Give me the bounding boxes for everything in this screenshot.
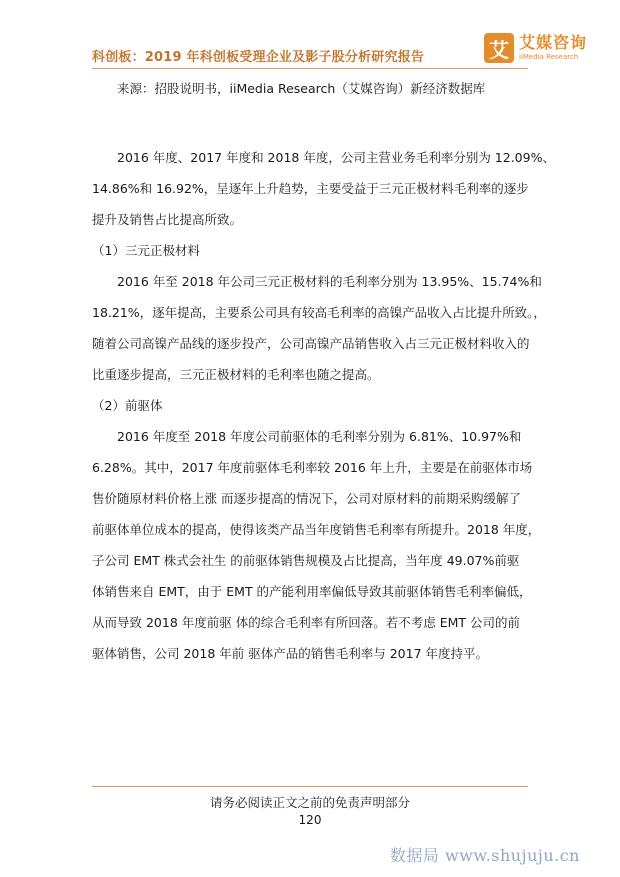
text-line: 驱体销售，公司 2018 年前 驱体产品的销售毛利率与 2017 年度持平。 (92, 646, 488, 661)
text-line: 提升及销售占比提高所致。 (92, 212, 243, 227)
site-watermark: 数据局 www.shujuju.cn (389, 846, 580, 865)
footer-divider (92, 786, 528, 787)
disclaimer-notice: 请务必阅读正文之前的免责声明部分 (209, 795, 410, 810)
source-line (92, 73, 540, 104)
text-line: 2016 年至 2018 年公司三元正极材料的毛利率分别为 13.95%、15.74%和 (117, 274, 542, 289)
text-line: 2016 年度、2017 年度和 2018 年度，公司主营业务毛利率分别为 12.09%、 (117, 150, 555, 165)
section-heading-cathode: （1）三元正极材料 (92, 243, 200, 258)
text-line: 子公司 EMT 株式会社生 的前驱体销售规模及占比提高，当年度 49.07%前驱 (92, 553, 520, 568)
logo-name-cn: 艾媒咨询 (519, 33, 588, 52)
source-text: 来源：招股说明书，iiMedia Research（艾媒咨询）新经济数据库 (117, 81, 486, 96)
logo-name-en: iiMedia Research (519, 53, 579, 61)
logo-mark: 艾 (484, 33, 514, 63)
header-divider (92, 68, 528, 69)
report-header-title: 科创板：2019 年科创板受理企业及影子股分析研究报告 (92, 50, 425, 65)
text-line: 6.28%。其中，2017 年度前驱体毛利率较 2016 年上升，主要是在前驱体市场 (92, 460, 533, 475)
text-line: 体销售来自 EMT，由于 EMT 的产能利用率偏低导致其前驱体销售毛利率偏低， (92, 584, 532, 599)
text-line: 前驱体单位成本的提高，使得该类产品当年度销售毛利率有所提升。2018 年度， (92, 522, 541, 537)
text-line: 18.21%，逐年提高，主要系公司具有较高毛利率的高镍产品收入占比提升所致。， (92, 305, 546, 320)
section-heading-precursor: （2）前驱体 (92, 398, 163, 413)
text-line: 售价随原材料价格上涨 而逐步提高的情况下，公司对原材料的前期采购缓解了 (92, 491, 521, 506)
paragraph-gross-margin (92, 142, 555, 669)
page-number: 120 (298, 813, 322, 827)
text-line: 2016 年度至 2018 年度公司前驱体的毛利率分别为 6.81%、10.97%和 (117, 429, 522, 444)
text-line: 14.86%和 16.92%，呈逐年上升趋势，主要受益于三元正极材料毛利率的逐步 (92, 181, 529, 196)
iimedia-logo (484, 33, 587, 63)
text-line: 从而导致 2018 年度前驱 体的综合毛利率有所回落。若不考虑 EMT 公司的前 (92, 615, 520, 630)
text-line: 随着公司高镍产品线的逐步投产，公司高镍产品销售收入占三元正极材料收入的 (92, 336, 530, 351)
text-line: 比重逐步提高，三元正极材料的毛利率也随之提高。 (92, 367, 380, 382)
